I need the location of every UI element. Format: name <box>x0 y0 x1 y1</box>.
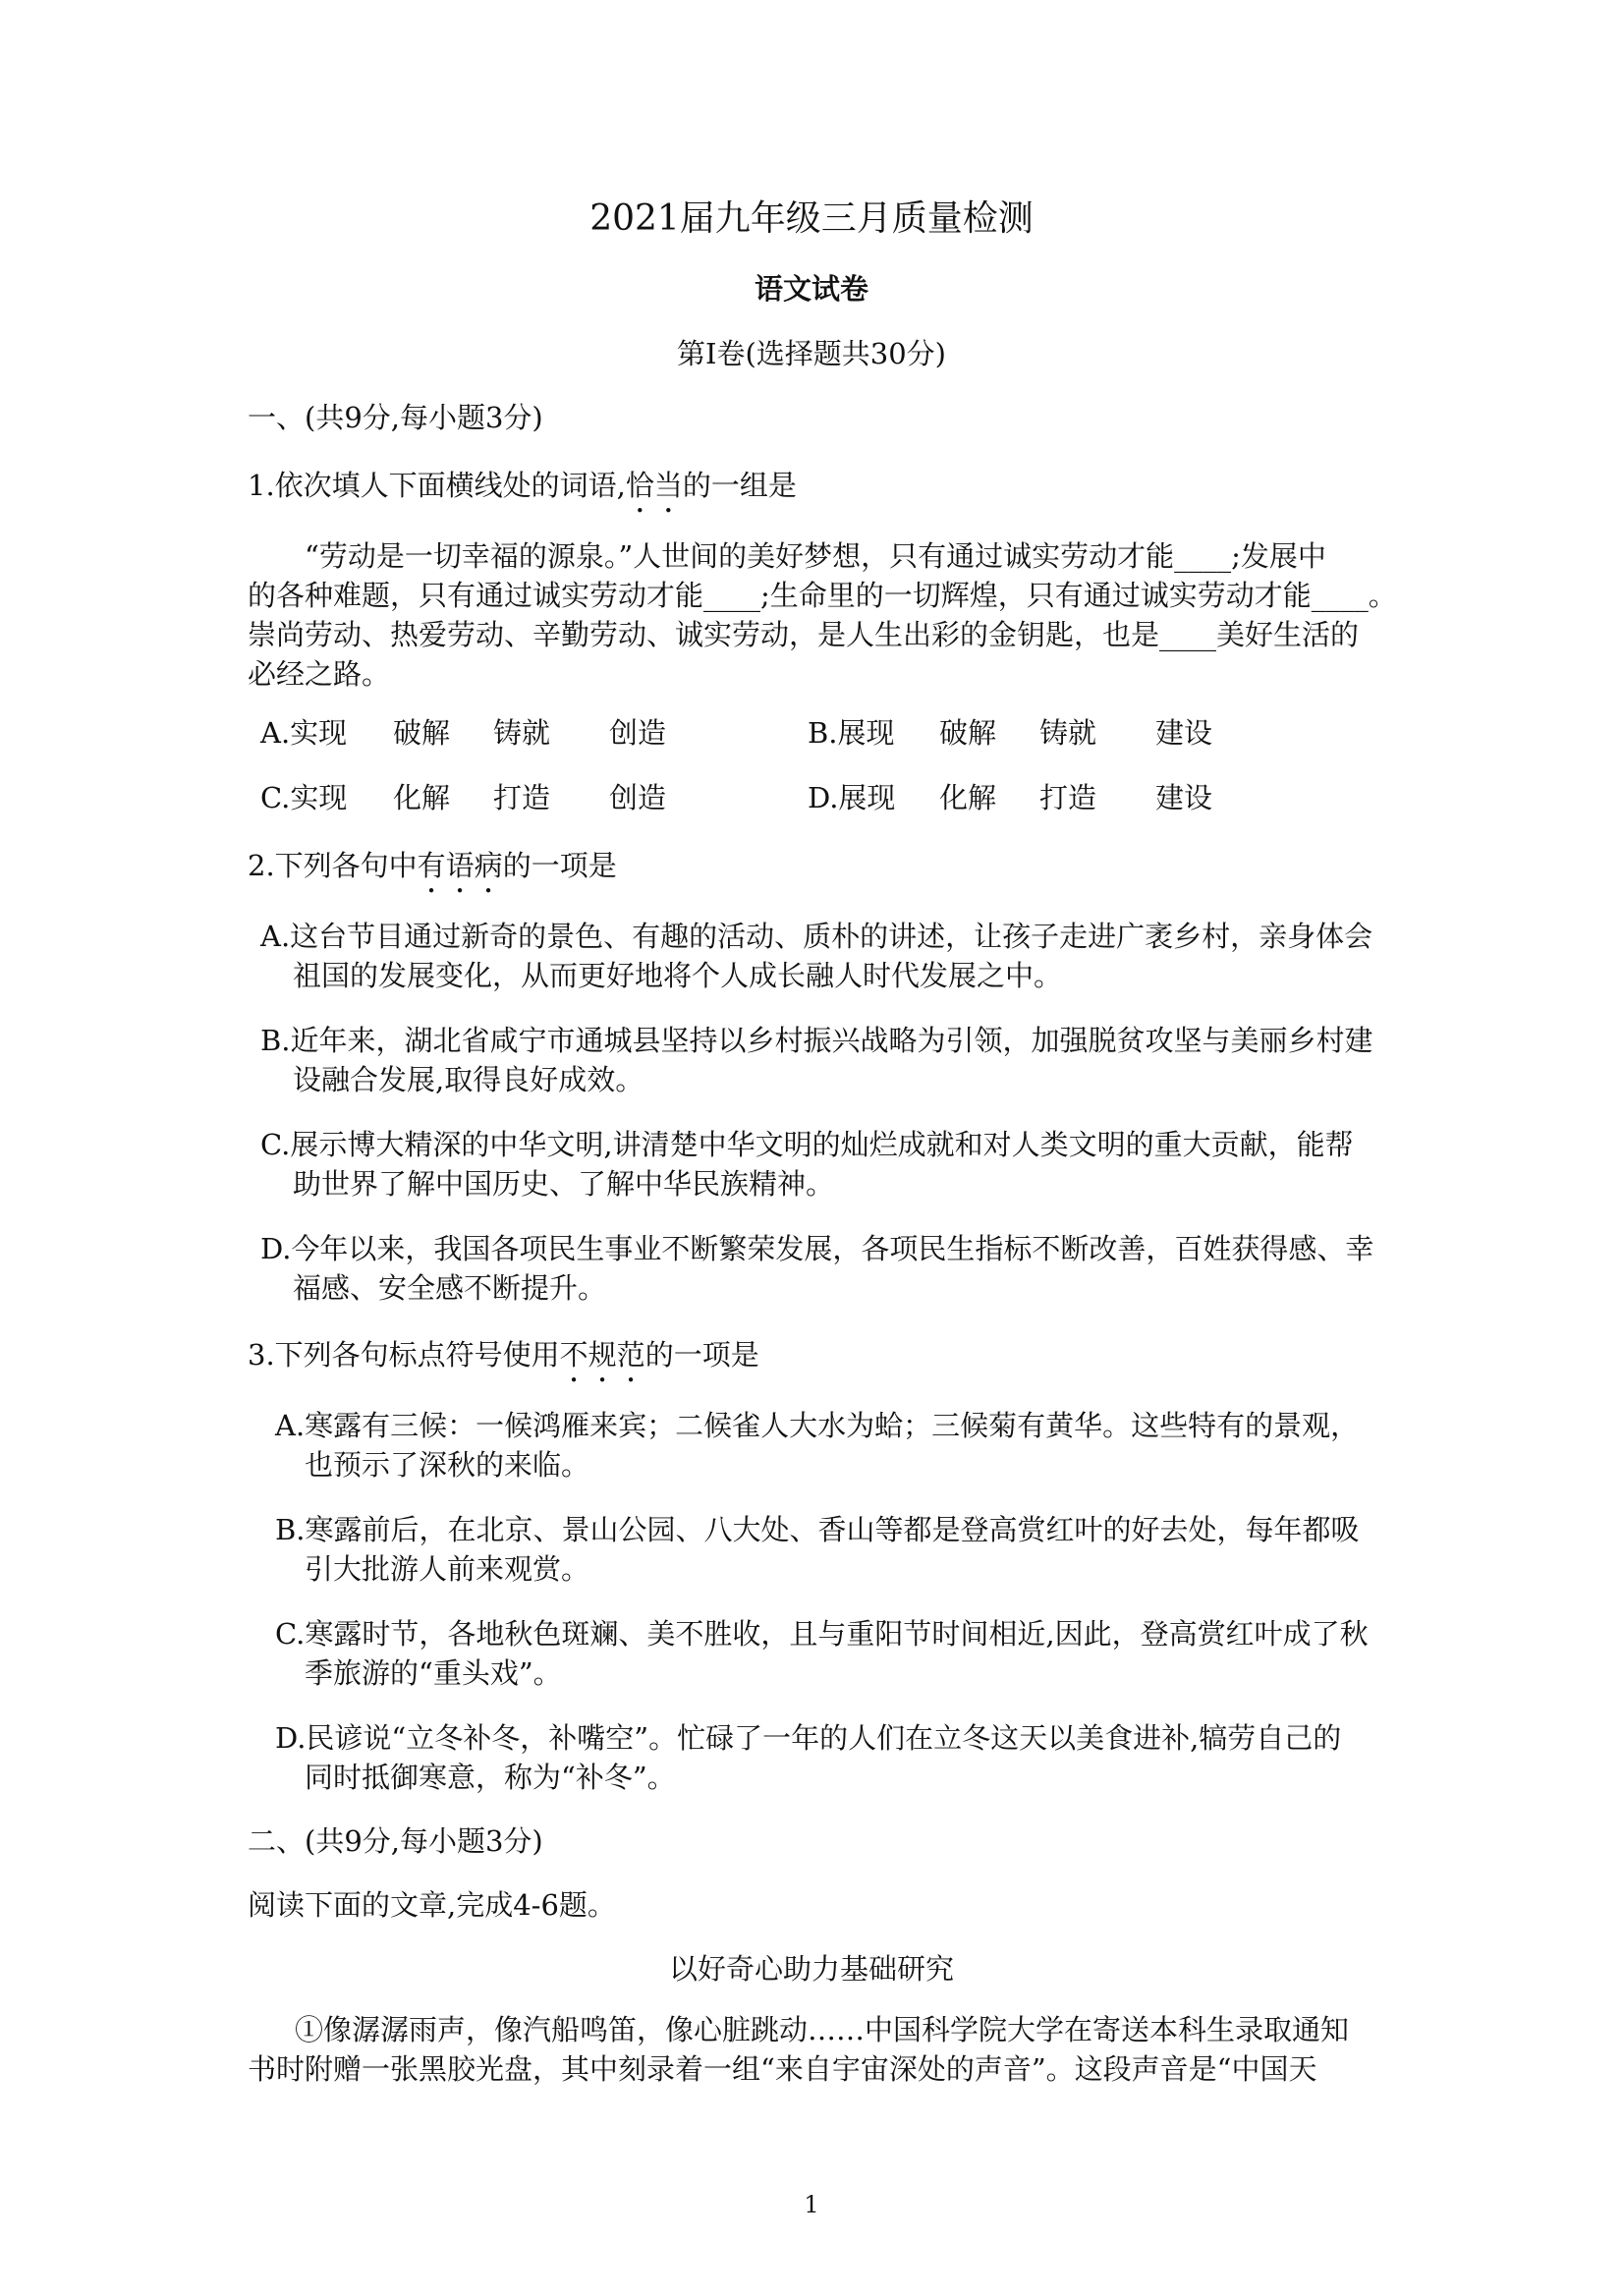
q3-option-c-line: C.寒露时节，各地秋色斑斓、美不胜收，且与重阳节时间相近,因此，登高赏红叶成了秋 <box>275 1617 1369 1651</box>
question-2-prefix: 2.下列各句中 <box>248 849 418 882</box>
q1-option-d-word: 化解 <box>939 781 997 814</box>
reading-instruction: 阅读下面的文章,完成4-6题。 <box>248 1888 616 1922</box>
q3-option-a-line: 也预示了深秋的来临。 <box>305 1448 590 1482</box>
q2-option-a-line: 祖国的发展变化，从而更好地将个人成长融人时代发展之中。 <box>293 959 1063 992</box>
question-2-stem <box>248 849 617 900</box>
q1-option-b-word: 建设 <box>1155 716 1213 750</box>
q1-passage-line: 的各种难题，只有通过诚实劳动才能____;生命里的一切辉煌，只有通过诚实劳动才能____。 <box>248 579 1397 612</box>
article-title: 以好奇心助力基础研究 <box>668 1952 954 1986</box>
q2-option-c-line: 助世界了解中国历史、了解中华民族精神。 <box>293 1167 835 1201</box>
question-1-prefix: 1.依次填人下面横线处的词语, <box>248 469 626 502</box>
q3-option-d-line: D.民谚说“立冬补冬，补嘴空”。忙碌了一年的人们在立冬这天以美食进补,犒劳自己的 <box>275 1721 1342 1755</box>
q3-option-d-line: 同时抵御寒意，称为“补冬”。 <box>305 1761 676 1794</box>
question-1-emphasis: 恰当 <box>625 469 683 502</box>
q3-option-c-line: 季旅游的“重头戏”。 <box>305 1656 562 1690</box>
page-number: 1 <box>804 2191 819 2218</box>
q1-passage-line: “劳动是一切幸福的源泉。”人世间的美好梦想，只有通过诚实劳动才能____;发展中 <box>305 539 1326 573</box>
question-3-emphasis: 不规范 <box>559 1338 645 1372</box>
volume-heading: 第Ⅰ卷(选择题共30分) <box>677 337 946 370</box>
question-2-suffix: 的一项是 <box>502 849 617 882</box>
q1-option-d-word: 打造 <box>1039 781 1097 814</box>
q1-option-b-word: 铸就 <box>1039 716 1097 750</box>
q3-option-b-line: 引大批游人前来观赏。 <box>305 1552 590 1586</box>
question-3-prefix: 3.下列各句标点符号使用 <box>248 1338 560 1372</box>
q1-option-a-label: A.实现 <box>260 716 348 750</box>
section1-heading: 一、(共9分,每小题3分) <box>248 401 543 434</box>
q2-option-c-line: C.展示博大精深的中华文明,讲清楚中华文明的灿烂成就和对人类文明的重大贡献，能帮 <box>260 1128 1354 1161</box>
question-1-suffix: 的一组是 <box>682 469 797 502</box>
q1-option-a-word: 创造 <box>609 716 667 750</box>
article-paragraph-line: ①像潺潺雨声，像汽船鸣笛，像心脏跳动……中国科学院大学在寄送本科生录取通知 <box>295 2013 1350 2046</box>
q1-option-d-label: D.展现 <box>808 781 896 814</box>
q2-option-a-line: A.这台节目通过新奇的景色、有趣的活动、质朴的讲述，让孩子走进广袤乡村，亲身体会 <box>260 920 1373 953</box>
q1-passage-line: 崇尚劳动、热爱劳动、辛勤劳动、诚实劳动，是人生出彩的金钥匙，也是____美好生活的 <box>248 618 1360 651</box>
q1-option-b-label: B.展现 <box>808 716 895 750</box>
q2-option-b-line: 设融合发展,取得良好成效。 <box>293 1063 644 1096</box>
exam-title: 2021届九年级三月质量检测 <box>589 198 1034 239</box>
q1-option-c-label: C.实现 <box>260 781 348 814</box>
q1-option-c-word: 打造 <box>493 781 551 814</box>
article-paragraph-line: 书时附赠一张黑胶光盘，其中刻录着一组“来自宇宙深处的声音”。这段声音是“中国天 <box>248 2052 1317 2086</box>
question-2-emphasis: 有语病 <box>417 849 503 882</box>
q1-option-c-word: 创造 <box>609 781 667 814</box>
q1-option-a-word: 铸就 <box>493 716 551 750</box>
q1-option-d-word: 建设 <box>1155 781 1213 814</box>
q1-option-a-word: 破解 <box>393 716 451 750</box>
section2-heading: 二、(共9分,每小题3分) <box>248 1824 543 1858</box>
q3-option-a-line: A.寒露有三候：一候鸿雁来宾；二候雀人大水为蛤；三候菊有黄华。这些特有的景观， <box>275 1409 1360 1442</box>
q1-option-c-word: 化解 <box>393 781 451 814</box>
q1-passage-line: 必经之路。 <box>248 657 391 691</box>
q3-option-b-line: B.寒露前后，在北京、景山公园、八大处、香山等都是登高赏红叶的好去处，每年都吸 <box>275 1513 1360 1546</box>
exam-subtitle: 语文试卷 <box>754 272 868 306</box>
q2-option-d-line: 福感、安全感不断提升。 <box>293 1271 607 1305</box>
q2-option-b-line: B.近年来，湖北省咸宁市通城县坚持以乡村振兴战略为引领，加强脱贫攻坚与美丽乡村建 <box>260 1024 1373 1057</box>
q1-option-b-word: 破解 <box>939 716 997 750</box>
question-1-stem <box>248 469 797 520</box>
question-3-stem <box>248 1338 759 1389</box>
q2-option-d-line: D.今年以来，我国各项民生事业不断繁荣发展，各项民生指标不断改善，百姓获得感、幸 <box>260 1232 1374 1265</box>
question-3-suffix: 的一项是 <box>644 1338 759 1372</box>
